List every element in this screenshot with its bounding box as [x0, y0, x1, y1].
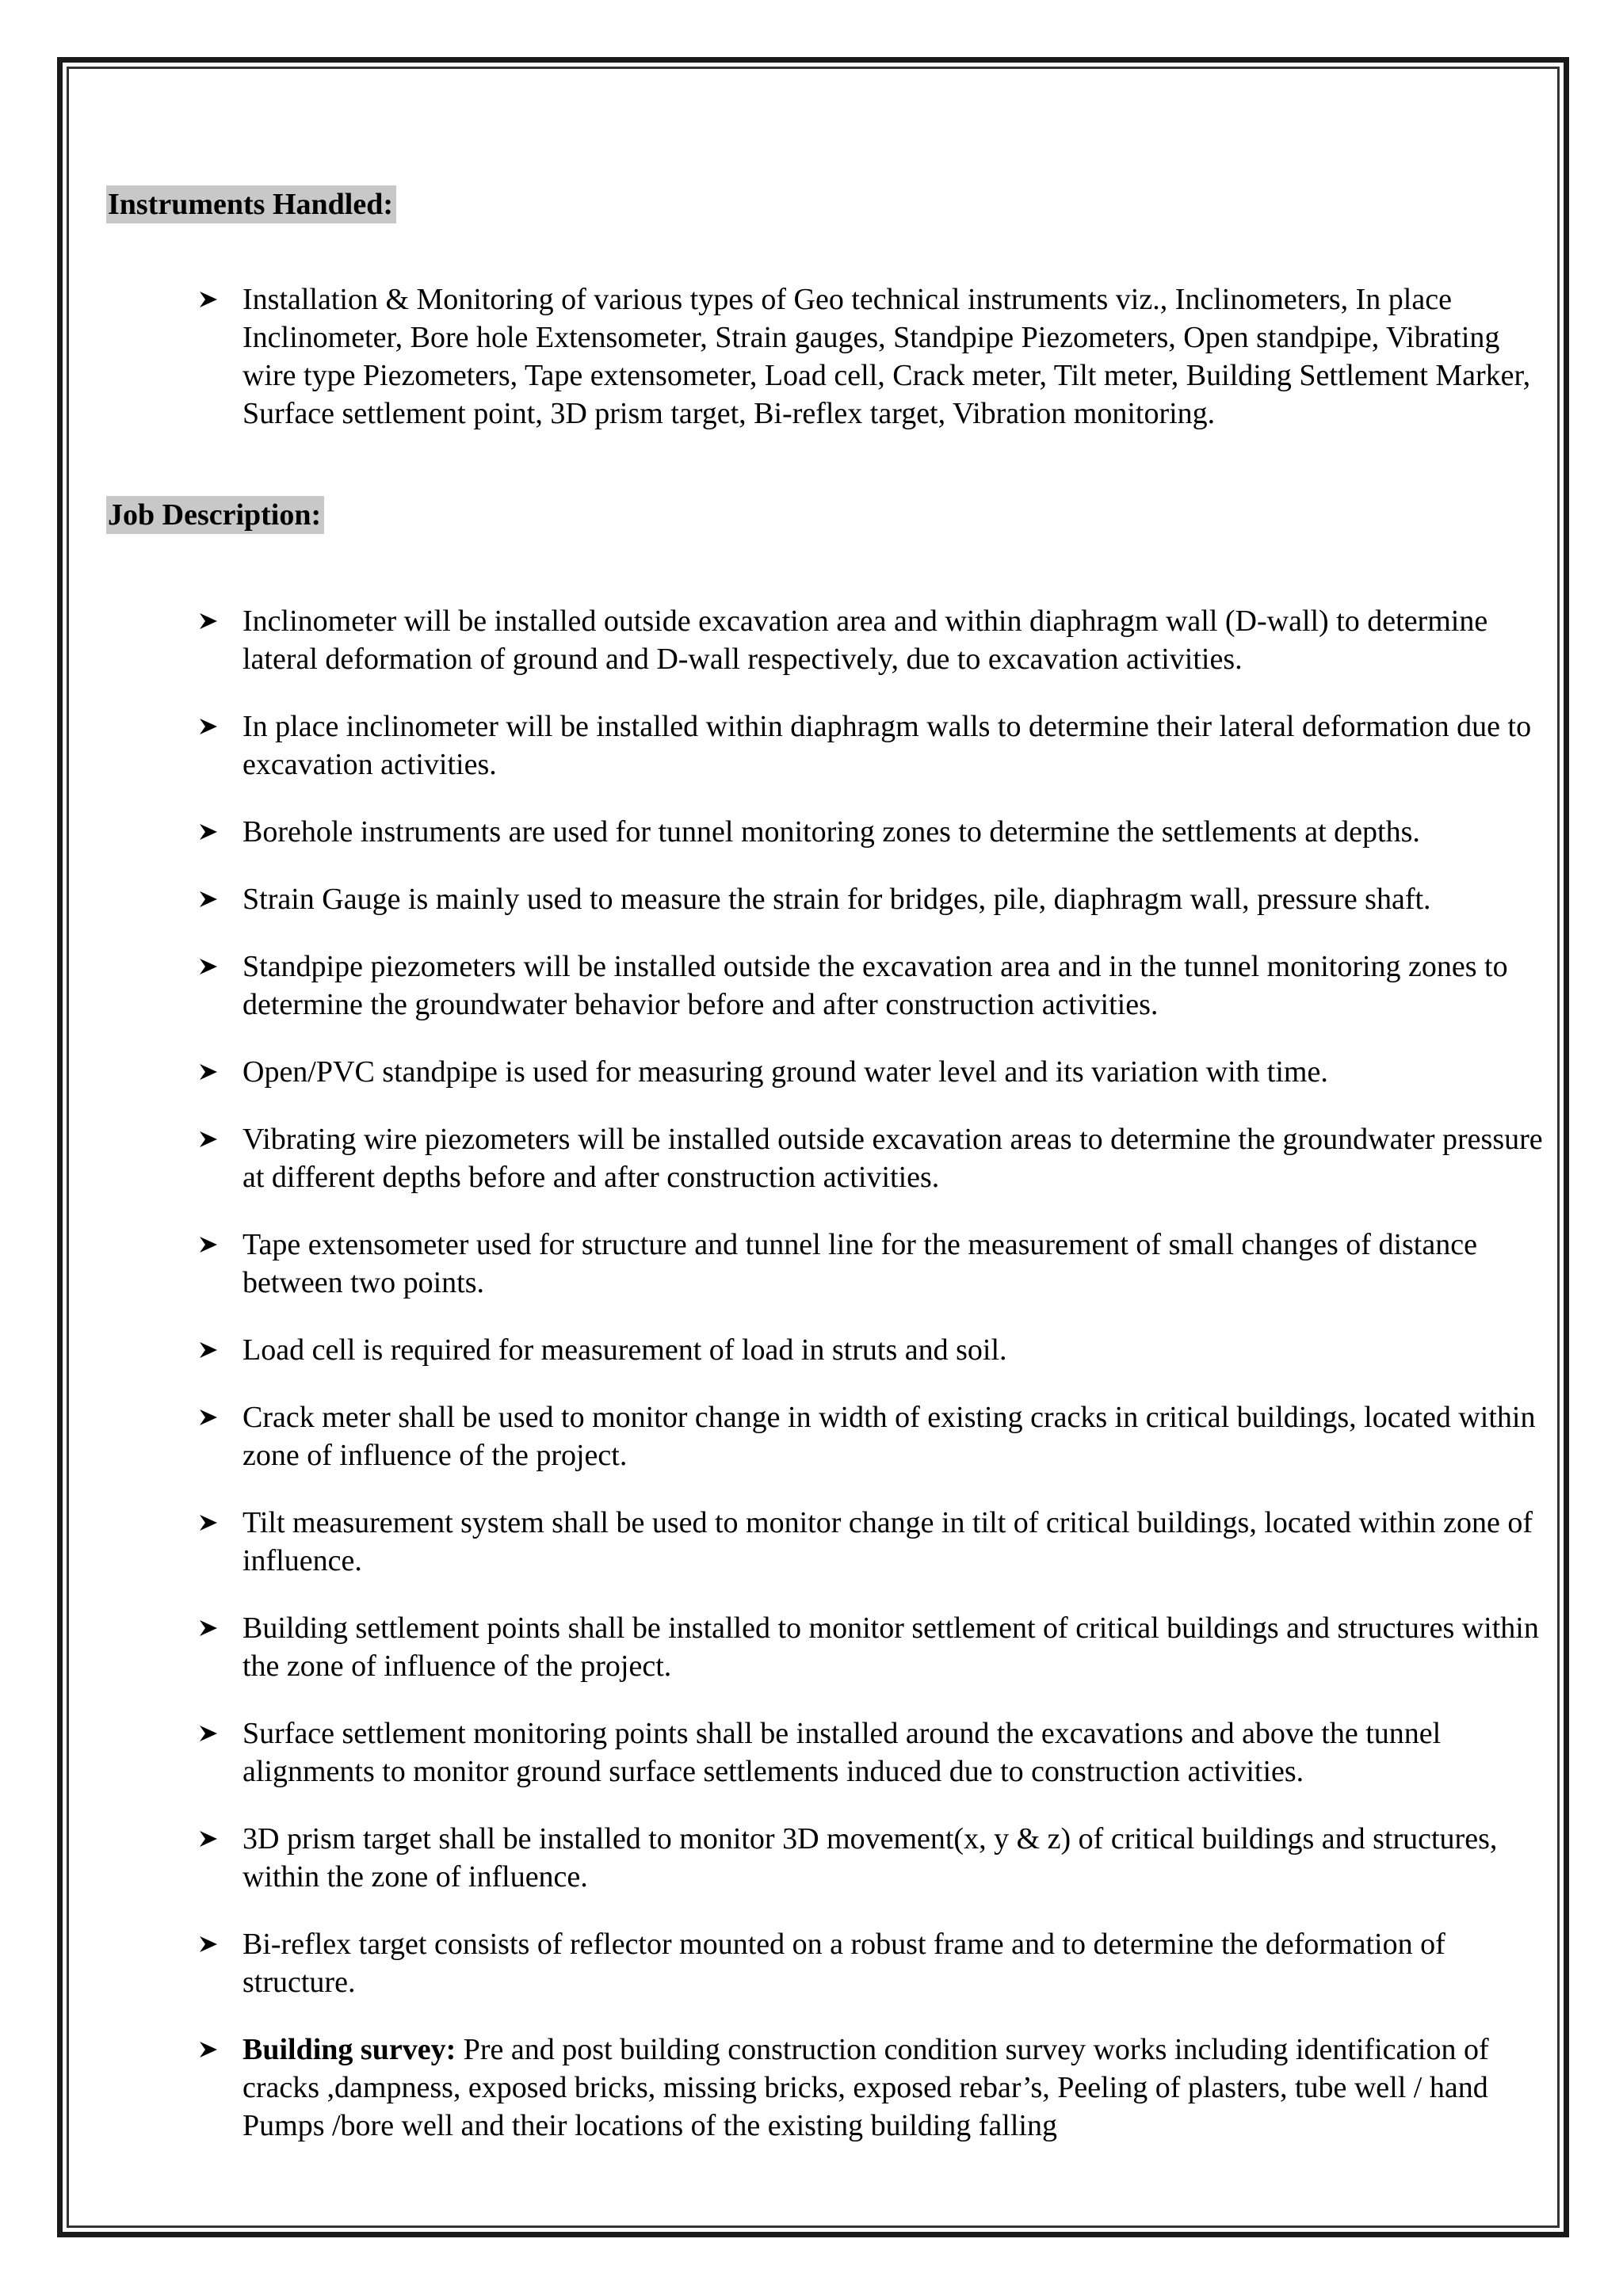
- list-item: [198, 1714, 1545, 1791]
- list-item: [198, 1504, 1545, 1580]
- list-item-text: Vibrating wire piezometers will be installed outside excavation areas to determine the groundwater pressure at different depths before and after construction activities.: [242, 1123, 1543, 1194]
- list-item: [198, 1226, 1545, 1302]
- list-item: [198, 1331, 1545, 1369]
- list-item: [198, 813, 1545, 851]
- arrow-bullet-icon: [198, 1609, 222, 1647]
- arrow-bullet-icon: [198, 602, 222, 640]
- list-item: [198, 1609, 1545, 1685]
- list-item-building-survey: [198, 2031, 1545, 2145]
- arrow-bullet-icon: [198, 1226, 222, 1264]
- list-item-text: Tilt measurement system shall be used to monitor change in tilt of critical buildings, located within zone of influence.: [242, 1506, 1533, 1577]
- list-item: [198, 1820, 1545, 1896]
- arrow-bullet-icon: [198, 1925, 222, 1963]
- instruments-heading: Instruments Handled:: [106, 185, 396, 223]
- list-item-text: Standpipe piezometers will be installed outside the excavation area and in the tunnel monitoring zones to determine the groundwater behavior before and after construction activities.: [242, 950, 1508, 1021]
- instruments-list: [198, 280, 1545, 433]
- arrow-bullet-icon: [198, 1120, 222, 1158]
- arrow-bullet-icon: [198, 1331, 222, 1369]
- list-item-text: Load cell is required for measurement of load in struts and soil.: [242, 1333, 1007, 1367]
- list-item: [198, 948, 1545, 1024]
- arrow-bullet-icon: [198, 1504, 222, 1542]
- building-survey-label: Building survey:: [242, 2033, 456, 2066]
- list-item-text: Open/PVC standpipe is used for measuring ground water level and its variation with time.: [242, 1055, 1328, 1089]
- list-item-text: Tape extensometer used for structure and tunnel line for the measurement of small changes of distance between two points.: [242, 1228, 1477, 1299]
- list-item: [198, 707, 1545, 784]
- arrow-bullet-icon: [198, 280, 222, 318]
- list-item-text: Building settlement points shall be installed to monitor settlement of critical buildings and structures within the zone of influence of the project.: [242, 1611, 1539, 1683]
- list-item-text: Strain Gauge is mainly used to measure the strain for bridges, pile, diaphragm wall, pressure shaft.: [242, 883, 1431, 916]
- list-item-text: In place inclinometer will be installed within diaphragm walls to determine their lateral deformation due to excavation activities.: [242, 710, 1532, 781]
- list-item: [198, 1120, 1545, 1196]
- list-item-text: Inclinometer will be installed outside excavation area and within diaphragm wall (D-wall) to determine lateral deformation of ground and D-wall respectively, due to excavation activities.: [242, 605, 1488, 676]
- arrow-bullet-icon: [198, 813, 222, 851]
- arrow-bullet-icon: [198, 707, 222, 746]
- list-item-text: Surface settlement monitoring points shall be installed around the excavations and above the tunnel alignments to monitor ground surface settlements induced due to construction activities.: [242, 1717, 1442, 1788]
- list-item: [198, 602, 1545, 678]
- list-item: [198, 280, 1545, 433]
- arrow-bullet-icon: [198, 948, 222, 986]
- building-survey-text: Pre and post building construction condition survey works including identification of cracks ,dampness, exposed bricks, missing bricks, exposed rebar’s, Peeling of plasters, tube well / hand Pumps /bore well and their locations of the existing building falling: [242, 2033, 1489, 2142]
- arrow-bullet-icon: [198, 2031, 222, 2069]
- list-item: [198, 1053, 1545, 1091]
- list-item-text: Bi-reflex target consists of reflector mounted on a robust frame and to determine the deformation of structure.: [242, 1928, 1445, 1999]
- list-item-text: 3D prism target shall be installed to monitor 3D movement(x, y & z) of critical buildings and structures, within the zone of influence.: [242, 1822, 1498, 1894]
- list-item-text: Crack meter shall be used to monitor change in width of existing cracks in critical buildings, located within zone of influence of the project.: [242, 1401, 1536, 1472]
- list-item: [198, 1398, 1545, 1474]
- list-item: [198, 1925, 1545, 2001]
- arrow-bullet-icon: [198, 880, 222, 918]
- list-item-text: Borehole instruments are used for tunnel monitoring zones to determine the settlements at depths.: [242, 815, 1420, 849]
- list-item-text: Installation & Monitoring of various types of Geo technical instruments viz., Inclinometers, In place Inclinometer, Bore hole Extensometer, Strain gauges, Standpipe Piezometers, Open standpipe, Vibrating wire type Piezometers, Tape extensometer, Load cell, Crack meter, Tilt meter, Building Settlement Marker, Surface settlement point, 3D prism target, Bi-reflex target, Vibration monitoring.: [242, 283, 1531, 430]
- job-description-heading: Job Description:: [106, 496, 324, 534]
- arrow-bullet-icon: [198, 1820, 222, 1858]
- job-description-list: [198, 602, 1545, 2174]
- list-item: [198, 880, 1545, 918]
- arrow-bullet-icon: [198, 1053, 222, 1091]
- arrow-bullet-icon: [198, 1398, 222, 1436]
- arrow-bullet-icon: [198, 1714, 222, 1753]
